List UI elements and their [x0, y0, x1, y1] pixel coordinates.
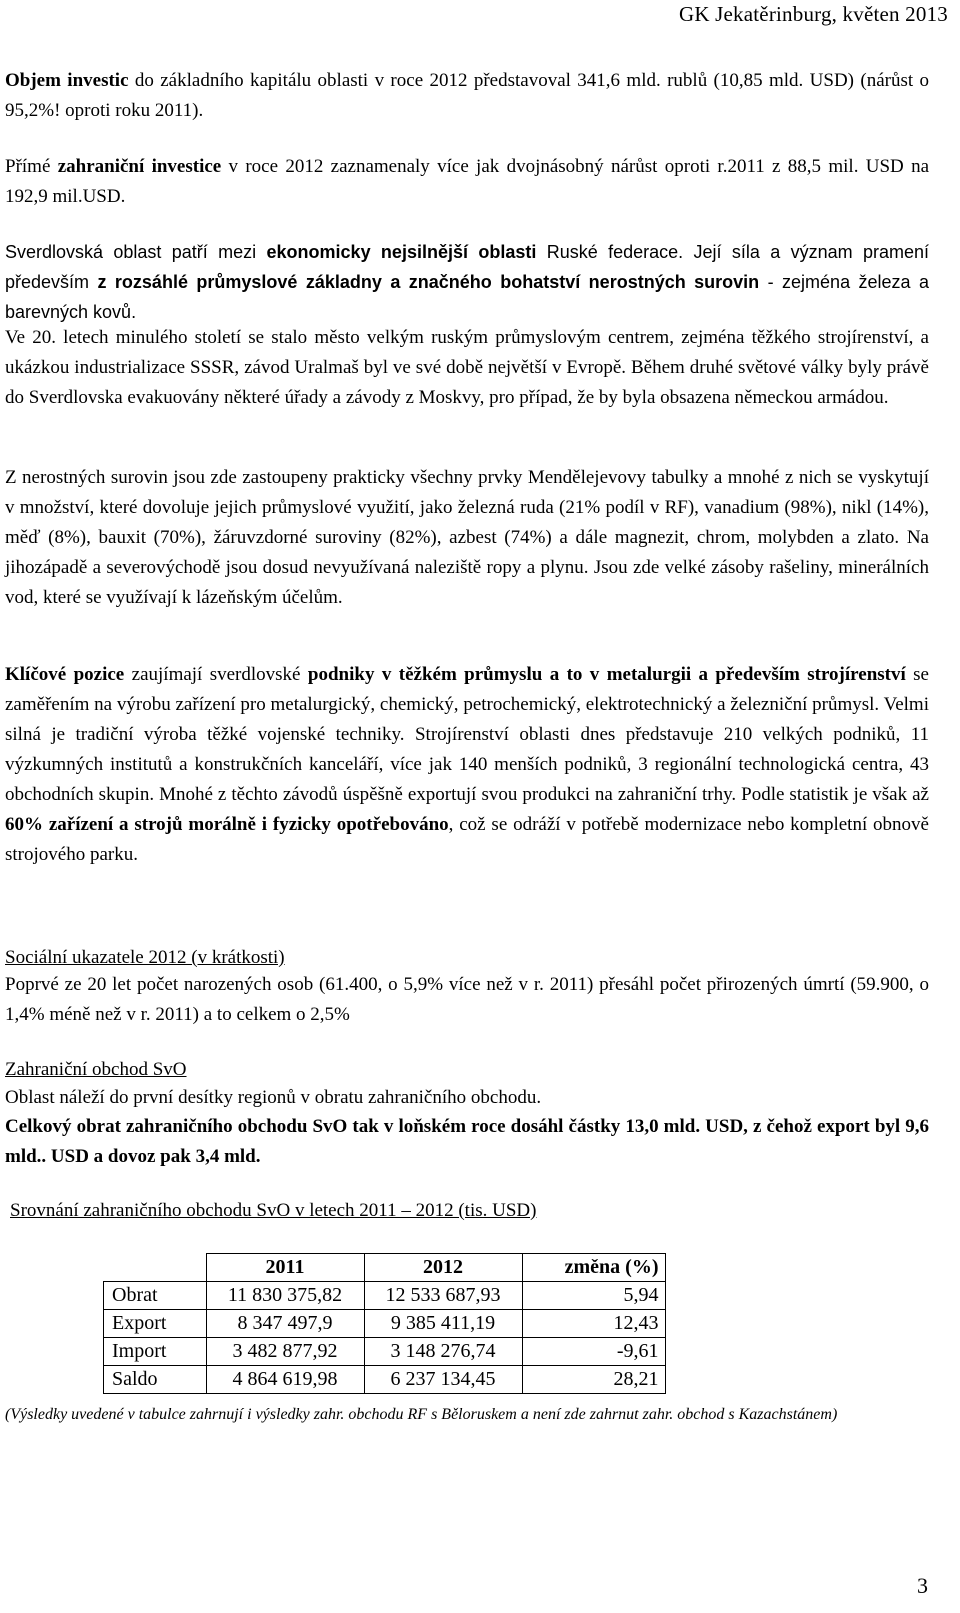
page-number: 3	[917, 1573, 928, 1598]
cell-2012: 12 533 687,93	[364, 1282, 522, 1310]
column-header-change: změna (%)	[522, 1254, 665, 1282]
bold-term: 60% zařízení a strojů morálně i fyzicky opotřebováno	[5, 814, 449, 835]
row-label: Import	[104, 1338, 207, 1366]
bold-term: Objem investic	[5, 70, 129, 91]
cell-change: 28,21	[522, 1366, 665, 1394]
paragraph-trade-total: Celkový obrat zahraničního obchodu SvO tak v loňském roce dosáhl částky 13,0 mld. USD, z čehož export byl 9,6 mld.. USD a dovoz pak 3,4 mld.	[5, 1116, 929, 1167]
column-header-2011: 2011	[206, 1254, 364, 1282]
cell-2011: 4 864 619,98	[206, 1366, 364, 1394]
paragraph-text: Sverdlovská oblast patří mezi	[5, 242, 267, 262]
table-row	[104, 1310, 666, 1338]
table-row	[104, 1338, 666, 1366]
bold-term: Klíčové pozice	[5, 664, 125, 685]
paragraph-trade-intro: Oblast náleží do první desítky regionů v obratu zahraničního obchodu.	[5, 1087, 542, 1108]
cell-change: -9,61	[522, 1338, 665, 1366]
paragraph-economy	[5, 237, 929, 327]
paragraph-investment	[5, 66, 929, 126]
row-label: Saldo	[104, 1366, 207, 1394]
cell-2012: 6 237 134,45	[364, 1366, 522, 1394]
row-label: Export	[104, 1310, 207, 1338]
paragraph-text: v roce 2012 zaznamenaly více jak dvojnásobný nárůst oproti r.2011 z 88,5 mil. USD na 192,9 mil.USD.	[5, 156, 930, 207]
paragraph-text: - zejména železa a barevných kovů.	[5, 272, 929, 322]
paragraph-text: Ruské federace. Její síla a význam pramení především	[5, 242, 929, 292]
paragraph-text: zaujímají sverdlovské	[124, 664, 308, 685]
cell-change: 12,43	[522, 1310, 665, 1338]
paragraph-industry	[5, 660, 929, 870]
table-row	[104, 1366, 666, 1394]
table-header-row	[104, 1254, 666, 1282]
bold-term: ekonomicky nejsilnější oblasti	[266, 242, 537, 262]
paragraph-text: se zaměřením na výrobu zařízení pro metalurgický, chemický, petrochemický, elektrotechnický a železniční průmysl. Velmi silná je tradiční výroba těžké vojenské techniky. Strojírenství oblasti dnes představuje 210 velkých podniků, 11 výzkumných institutů a konstrukčních kanceláří, více jak 140 menších podniků, 3 regionální technologická centra, 43 obchodních skupin. Mnohé z těchto závodů úspěšně exportují svou produkci na zahraniční trhy. Podle statistik je však až	[5, 664, 929, 805]
table-footnote: (Výsledky uvedené v tabulce zahrnují i výsledky zahr. obchodu RF s Běloruskem a není zde zahrnut zahr. obchod s Kazachstánem)	[5, 1406, 838, 1423]
table-heading: Srovnání zahraničního obchodu SvO v letech 2011 – 2012 (tis. USD)	[10, 1200, 537, 1221]
paragraph-text: , což se odráží v potřebě modernizace nebo kompletní obnově strojového parku.	[5, 814, 929, 865]
bold-term: zahraniční investice	[57, 156, 222, 177]
column-header-2012: 2012	[364, 1254, 522, 1282]
running-header: GK Jekatěrinburg, květen 2013	[678, 2, 948, 26]
bold-term: z rozsáhlé průmyslové základny a značného bohatství nerostných surovin	[97, 272, 760, 292]
trade-heading: Zahraniční obchod SvO	[5, 1059, 187, 1080]
paragraph-history: Ve 20. letech minulého století se stalo město velkým ruským průmyslovým centrem, zejména těžkého strojírenství, a ukázkou industrializace SSSR, závod Uralmaš byl ve své době největší v Evropě. Během druhé světové války byly právě do Sverdlovska evakuovány některé úřady a závody z Moskvy, pro případ, že by byla obsazena německou armádou.	[5, 327, 929, 408]
social-heading: Sociální ukazatele 2012 (v krátkosti)	[5, 947, 285, 968]
paragraph-text: Přímé	[5, 156, 58, 177]
row-label: Obrat	[104, 1282, 207, 1310]
table-row	[104, 1282, 666, 1310]
trade-table	[103, 1253, 666, 1394]
bold-term: podniky v těžkém průmyslu a to v metalurgii a především strojírenství	[307, 664, 906, 685]
cell-2012: 3 148 276,74	[364, 1338, 522, 1366]
cell-2011: 11 830 375,82	[206, 1282, 364, 1310]
cell-2012: 9 385 411,19	[364, 1310, 522, 1338]
paragraph-social: Poprvé ze 20 let počet narozených osob (61.400, o 5,9% více než v r. 2011) přesáhl počet přirozených úmrtí (59.900, o 1,4% méně než v r. 2011) a to celkem o 2,5%	[5, 974, 929, 1025]
table-corner-cell	[104, 1254, 207, 1282]
paragraph-fdi	[5, 152, 929, 212]
paragraph-minerals: Z nerostných surovin jsou zde zastoupeny prakticky všechny prvky Mendělejevovy tabulky a mnohé z nich se vyskytují v množství, které dovoluje jejich průmyslové využití, jako železná ruda (21% podíl v RF), vanadium (98%), nikl (14%), měď (8%), bauxit (70%), žáruvzdorné suroviny (82%), azbest (74%) a dále magnezit, chrom, molybden a zlato. Na jihozápadě a severovýchodě jsou dosud nevyužívaná naleziště ropy a plynu. Jsou zde velké zásoby rašeliny, minerálních vod, které se využívají k lázeňským účelům.	[5, 467, 929, 608]
cell-change: 5,94	[522, 1282, 665, 1310]
cell-2011: 3 482 877,92	[206, 1338, 364, 1366]
cell-2011: 8 347 497,9	[206, 1310, 364, 1338]
paragraph-text: do základního kapitálu oblasti v roce 2012 představoval 341,6 mld. rublů (10,85 mld. USD) (nárůst o 95,2%! oproti roku 2011).	[5, 70, 929, 121]
